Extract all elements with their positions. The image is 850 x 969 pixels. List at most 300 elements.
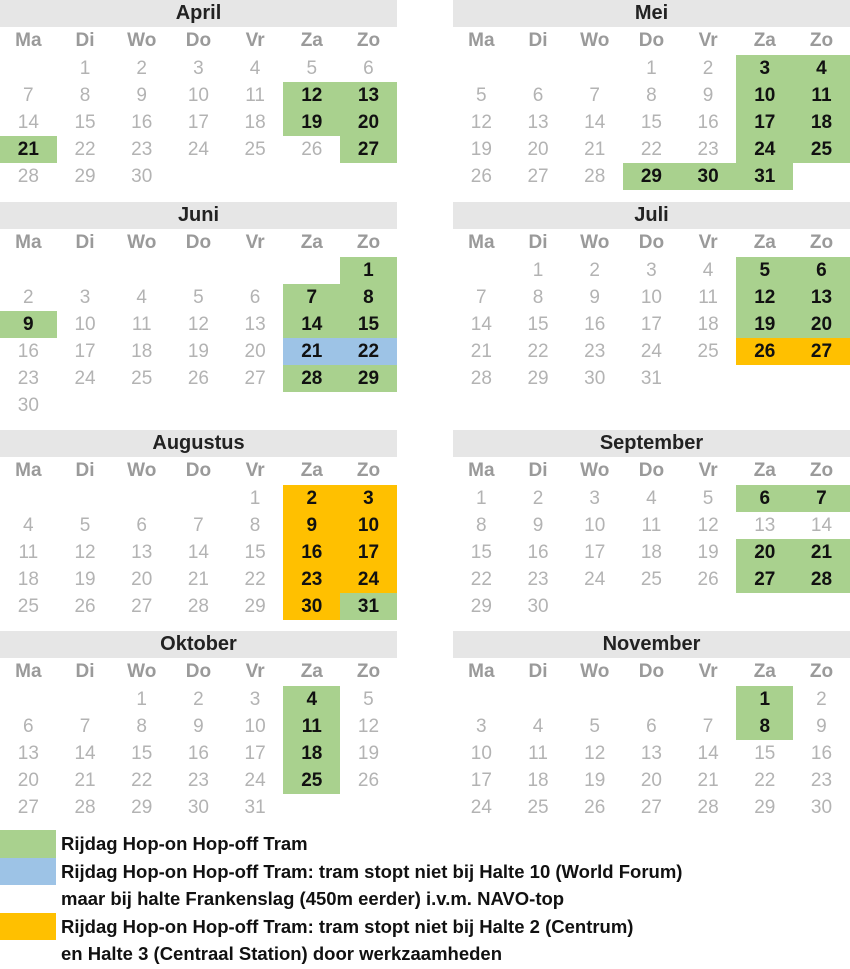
day-cell: 28 [187, 596, 209, 617]
day-cell: 1 [532, 260, 544, 281]
weekday-header: Zo [809, 460, 834, 481]
weekday-header: Ma [15, 460, 42, 481]
weekday-header: Za [300, 30, 323, 51]
day-cell: 3 [646, 260, 657, 281]
weekday-header: Wo [580, 460, 610, 481]
day-cell: 27 [340, 136, 397, 163]
weekday-header: Do [638, 30, 665, 51]
day-cell: 12 [697, 515, 719, 536]
day-cell: 22 [74, 139, 96, 160]
day-cell: 17 [640, 314, 662, 335]
legend-label: Rijdag Hop-on Hop-off Tram [61, 833, 308, 854]
empty-cell [736, 365, 793, 392]
day-cell: 18 [793, 109, 850, 136]
day-cell: 28 [74, 797, 96, 818]
day-cell: 25 [697, 341, 719, 362]
legend-label: maar bij halte Frankenslag (450m eerder) i.v.m. NAVO-top [61, 888, 565, 909]
weekday-header: Wo [127, 232, 157, 253]
day-cell: 22 [754, 770, 776, 791]
legend-label: Rijdag Hop-on Hop-off Tram: tram stopt niet bij Halte 10 (World Forum) [61, 860, 683, 882]
day-cell: 12 [357, 716, 380, 737]
day-cell: 14 [17, 112, 39, 133]
month-grid [453, 658, 850, 821]
day-cell: 21 [283, 338, 340, 365]
day-cell: 25 [527, 797, 549, 818]
day-cell: 18 [283, 740, 340, 767]
day-cell: 4 [136, 287, 147, 308]
day-cell: 26 [301, 139, 323, 160]
day-cell: 5 [702, 488, 714, 509]
day-cell: 3 [249, 689, 261, 710]
day-cell: 10 [470, 743, 492, 764]
day-cell: 25 [17, 596, 39, 617]
empty-cell [0, 257, 57, 284]
day-cell: 11 [641, 515, 662, 536]
day-cell: 16 [187, 743, 209, 764]
day-cell: 2 [136, 58, 147, 79]
day-cell: 17 [470, 770, 492, 791]
weekday-header: Di [75, 232, 95, 253]
day-cell: 15 [340, 311, 397, 338]
day-cell: 27 [793, 338, 850, 365]
day-cell: 1 [646, 58, 657, 79]
day-cell: 6 [249, 287, 261, 308]
day-cell: 14 [283, 311, 340, 338]
day-cell: 2 [23, 287, 34, 308]
month-title: November [453, 631, 850, 658]
day-cell: 31 [736, 163, 793, 190]
day-cell: 3 [79, 287, 91, 308]
weekday-header: Za [300, 661, 323, 682]
month-augustus [0, 430, 397, 620]
empty-cell [113, 485, 170, 512]
empty-cell [170, 163, 227, 190]
day-cell: 9 [816, 716, 827, 737]
weekday-header: Ma [468, 661, 495, 682]
weekday-header: Wo [580, 232, 610, 253]
day-cell: 7 [476, 287, 487, 308]
day-cell: 2 [532, 488, 544, 509]
day-cell: 15 [754, 743, 776, 764]
day-cell: 6 [532, 85, 544, 106]
empty-cell [793, 593, 850, 620]
day-cell: 13 [340, 82, 397, 109]
day-cell: 24 [187, 139, 209, 160]
day-cell: 4 [283, 686, 340, 713]
empty-cell [57, 485, 114, 512]
day-cell: 21 [584, 139, 606, 160]
day-cell: 29 [244, 596, 266, 617]
day-cell: 7 [23, 85, 34, 106]
day-cell: 23 [810, 770, 833, 791]
day-cell: 7 [193, 515, 204, 536]
empty-cell [793, 365, 850, 392]
day-cell: 16 [584, 314, 606, 335]
day-cell: 1 [249, 488, 261, 509]
day-cell: 21 [697, 770, 719, 791]
day-cell: 17 [187, 112, 209, 133]
legend-label: en Halte 3 (Centraal Station) door werkzaamheden [61, 943, 503, 964]
day-cell: 24 [640, 341, 662, 362]
day-cell: 19 [697, 542, 719, 563]
weekday-header: Ma [468, 30, 495, 51]
day-cell: 28 [584, 166, 606, 187]
weekday-header: Do [638, 460, 665, 481]
day-cell: 12 [584, 743, 606, 764]
day-cell: 25 [640, 569, 662, 590]
day-cell: 15 [470, 542, 492, 563]
day-cell: 12 [736, 284, 793, 311]
weekday-header: Di [75, 460, 95, 481]
day-cell: 30 [283, 593, 340, 620]
legend-item-blue [0, 858, 850, 886]
day-cell: 7 [589, 85, 600, 106]
day-cell: 4 [23, 515, 34, 536]
day-cell: 13 [793, 284, 850, 311]
day-cell: 4 [532, 716, 544, 737]
month-title: Mei [453, 0, 850, 27]
month-grid [0, 658, 397, 821]
day-cell: 29 [470, 596, 492, 617]
day-cell: 1 [79, 58, 91, 79]
day-cell: 19 [470, 139, 492, 160]
day-cell: 27 [640, 797, 662, 818]
weekday-header: Do [185, 232, 212, 253]
weekday-header: Do [638, 661, 665, 682]
day-cell: 3 [193, 58, 204, 79]
day-cell: 24 [470, 797, 492, 818]
weekday-header: Zo [809, 232, 834, 253]
day-cell: 21 [0, 136, 57, 163]
day-cell: 14 [470, 314, 492, 335]
day-cell: 19 [736, 311, 793, 338]
day-cell: 29 [74, 166, 96, 187]
day-cell: 8 [340, 284, 397, 311]
day-cell: 28 [793, 566, 850, 593]
weekday-header: Za [753, 661, 776, 682]
weekday-header: Di [528, 460, 548, 481]
weekday-header: Di [75, 30, 95, 51]
day-cell: 26 [357, 770, 380, 791]
day-cell: 24 [244, 770, 266, 791]
day-cell: 18 [527, 770, 549, 791]
legend-swatch-blue [0, 858, 56, 886]
day-cell: 17 [244, 743, 266, 764]
day-cell: 14 [697, 743, 719, 764]
empty-cell [623, 686, 680, 713]
weekday-header: Vr [698, 30, 718, 51]
day-cell: 16 [17, 341, 39, 362]
weekday-header: Zo [356, 661, 381, 682]
day-cell: 22 [470, 569, 492, 590]
weekday-header: Za [300, 232, 323, 253]
day-cell: 9 [283, 512, 340, 539]
month-oktober [0, 631, 397, 821]
empty-cell [0, 686, 57, 713]
empty-cell [113, 392, 170, 419]
day-cell: 26 [74, 596, 96, 617]
day-cell: 20 [17, 770, 39, 791]
weekday-header: Ma [468, 460, 495, 481]
empty-cell [283, 392, 340, 419]
day-cell: 4 [646, 488, 657, 509]
month-grid [453, 27, 850, 190]
month-juli [453, 202, 850, 392]
month-title: Oktober [0, 631, 397, 658]
empty-cell [510, 686, 567, 713]
day-cell: 27 [131, 596, 153, 617]
empty-cell [0, 55, 57, 82]
empty-cell [453, 257, 510, 284]
day-cell: 13 [640, 743, 662, 764]
day-cell: 20 [527, 139, 549, 160]
weekday-header: Za [753, 460, 776, 481]
day-cell: 27 [527, 166, 549, 187]
day-cell: 24 [340, 566, 397, 593]
month-juni [0, 202, 397, 419]
weekday-header: Vr [698, 232, 718, 253]
day-cell: 19 [584, 770, 606, 791]
day-cell: 6 [23, 716, 34, 737]
day-cell: 15 [244, 542, 266, 563]
weekday-header: Zo [356, 460, 381, 481]
day-cell: 8 [646, 85, 657, 106]
day-cell: 2 [589, 260, 600, 281]
weekday-header: Do [185, 30, 212, 51]
day-cell: 26 [584, 797, 606, 818]
empty-cell [680, 365, 737, 392]
day-cell: 31 [640, 368, 662, 389]
day-cell: 8 [136, 716, 147, 737]
day-cell: 30 [131, 166, 153, 187]
empty-cell [453, 686, 510, 713]
empty-cell [680, 593, 737, 620]
day-cell: 19 [187, 341, 209, 362]
day-cell: 12 [74, 542, 96, 563]
day-cell: 22 [640, 139, 662, 160]
day-cell: 4 [793, 55, 850, 82]
day-cell: 27 [244, 368, 266, 389]
day-cell: 24 [736, 136, 793, 163]
day-cell: 28 [697, 797, 719, 818]
day-cell: 29 [131, 797, 153, 818]
day-cell: 17 [74, 341, 96, 362]
day-cell: 21 [793, 539, 850, 566]
day-cell: 30 [584, 368, 606, 389]
day-cell: 6 [363, 58, 374, 79]
day-cell: 22 [244, 569, 266, 590]
day-cell: 28 [470, 368, 492, 389]
day-cell: 5 [736, 257, 793, 284]
day-cell: 9 [193, 716, 204, 737]
day-cell: 21 [187, 569, 209, 590]
weekday-header: Di [528, 661, 548, 682]
empty-cell [340, 163, 397, 190]
legend [0, 830, 850, 968]
empty-cell [57, 392, 114, 419]
weekday-header: Zo [356, 30, 381, 51]
weekday-header: Vr [245, 460, 265, 481]
day-cell: 16 [697, 112, 719, 133]
empty-cell [680, 686, 737, 713]
day-cell: 8 [79, 85, 91, 106]
day-cell: 20 [131, 569, 153, 590]
empty-cell [227, 257, 284, 284]
day-cell: 31 [340, 593, 397, 620]
empty-cell [453, 55, 510, 82]
empty-cell [566, 593, 623, 620]
empty-cell [793, 163, 850, 190]
day-cell: 5 [589, 716, 600, 737]
day-cell: 10 [187, 85, 209, 106]
day-cell: 3 [340, 485, 397, 512]
day-cell: 18 [131, 341, 153, 362]
month-title: September [453, 430, 850, 457]
weekday-header: Vr [698, 460, 718, 481]
empty-cell [283, 163, 340, 190]
empty-cell [623, 593, 680, 620]
day-cell: 11 [131, 314, 152, 335]
month-title: Juli [453, 202, 850, 229]
weekday-header: Za [300, 460, 323, 481]
day-cell: 25 [793, 136, 850, 163]
day-cell: 17 [584, 542, 606, 563]
day-cell: 5 [476, 85, 487, 106]
day-cell: 30 [680, 163, 737, 190]
day-cell: 4 [702, 260, 714, 281]
day-cell: 11 [18, 542, 39, 563]
day-cell: 31 [244, 797, 266, 818]
day-cell: 21 [470, 341, 492, 362]
empty-cell [340, 392, 397, 419]
day-cell: 25 [244, 139, 266, 160]
day-cell: 6 [136, 515, 147, 536]
day-cell: 5 [363, 689, 374, 710]
day-cell: 7 [702, 716, 714, 737]
empty-cell [227, 163, 284, 190]
day-cell: 29 [527, 368, 549, 389]
month-grid [453, 229, 850, 392]
day-cell: 6 [793, 257, 850, 284]
day-cell: 18 [640, 542, 662, 563]
day-cell: 12 [283, 82, 340, 109]
weekday-header: Vr [245, 232, 265, 253]
day-cell: 14 [74, 743, 96, 764]
day-cell: 1 [736, 686, 793, 713]
month-november [453, 631, 850, 821]
legend-swatch-regular [0, 830, 56, 858]
day-cell: 15 [527, 314, 549, 335]
weekday-header: Vr [245, 30, 265, 51]
empty-cell [0, 485, 57, 512]
day-cell: 11 [698, 287, 718, 308]
day-cell: 15 [131, 743, 153, 764]
day-cell: 28 [17, 166, 39, 187]
weekday-header: Wo [127, 661, 157, 682]
weekday-header: Zo [356, 232, 381, 253]
weekday-header: Di [528, 30, 548, 51]
day-cell: 6 [646, 716, 657, 737]
day-cell: 11 [528, 743, 548, 764]
weekday-header: Zo [809, 661, 834, 682]
day-cell: 7 [793, 485, 850, 512]
day-cell: 9 [0, 311, 57, 338]
day-cell: 11 [245, 85, 265, 106]
empty-cell [170, 485, 227, 512]
day-cell: 29 [340, 365, 397, 392]
day-cell: 18 [17, 569, 39, 590]
weekday-header: Wo [580, 661, 610, 682]
empty-cell [566, 686, 623, 713]
day-cell: 12 [187, 314, 209, 335]
month-title: Augustus [0, 430, 397, 457]
day-cell: 10 [640, 287, 662, 308]
month-grid [0, 27, 397, 190]
day-cell: 20 [736, 539, 793, 566]
day-cell: 23 [697, 139, 719, 160]
day-cell: 2 [816, 689, 827, 710]
day-cell: 2 [702, 58, 714, 79]
day-cell: 8 [476, 515, 487, 536]
day-cell: 9 [589, 287, 600, 308]
weekday-header: Ma [15, 232, 42, 253]
day-cell: 22 [527, 341, 549, 362]
day-cell: 30 [810, 797, 833, 818]
day-cell: 26 [470, 166, 492, 187]
day-cell: 22 [340, 338, 397, 365]
day-cell: 20 [244, 341, 266, 362]
day-cell: 9 [532, 515, 544, 536]
day-cell: 10 [584, 515, 606, 536]
day-cell: 23 [283, 566, 340, 593]
day-cell: 3 [476, 716, 487, 737]
day-cell: 24 [74, 368, 96, 389]
day-cell: 2 [193, 689, 204, 710]
day-cell: 23 [527, 569, 549, 590]
day-cell: 20 [640, 770, 662, 791]
day-cell: 28 [283, 365, 340, 392]
day-cell: 12 [470, 112, 492, 133]
day-cell: 8 [249, 515, 261, 536]
empty-cell [170, 257, 227, 284]
empty-cell [283, 794, 340, 821]
weekday-header: Wo [580, 30, 610, 51]
weekday-header: Vr [245, 661, 265, 682]
empty-cell [113, 257, 170, 284]
day-cell: 29 [754, 797, 776, 818]
legend-item-orange-continued [0, 940, 850, 968]
weekday-header: Wo [127, 30, 157, 51]
weekday-header: Do [185, 661, 212, 682]
day-cell: 20 [793, 311, 850, 338]
day-cell: 26 [187, 368, 209, 389]
day-cell: 9 [136, 85, 147, 106]
day-cell: 22 [131, 770, 153, 791]
day-cell: 1 [136, 689, 147, 710]
month-grid [453, 457, 850, 620]
weekday-header: Do [638, 232, 665, 253]
day-cell: 23 [584, 341, 606, 362]
day-cell: 9 [702, 85, 714, 106]
day-cell: 10 [340, 512, 397, 539]
day-cell: 13 [754, 515, 776, 536]
month-grid [0, 457, 397, 620]
day-cell: 4 [249, 58, 261, 79]
day-cell: 18 [697, 314, 719, 335]
day-cell: 11 [793, 82, 850, 109]
month-september [453, 430, 850, 620]
month-title: Juni [0, 202, 397, 229]
